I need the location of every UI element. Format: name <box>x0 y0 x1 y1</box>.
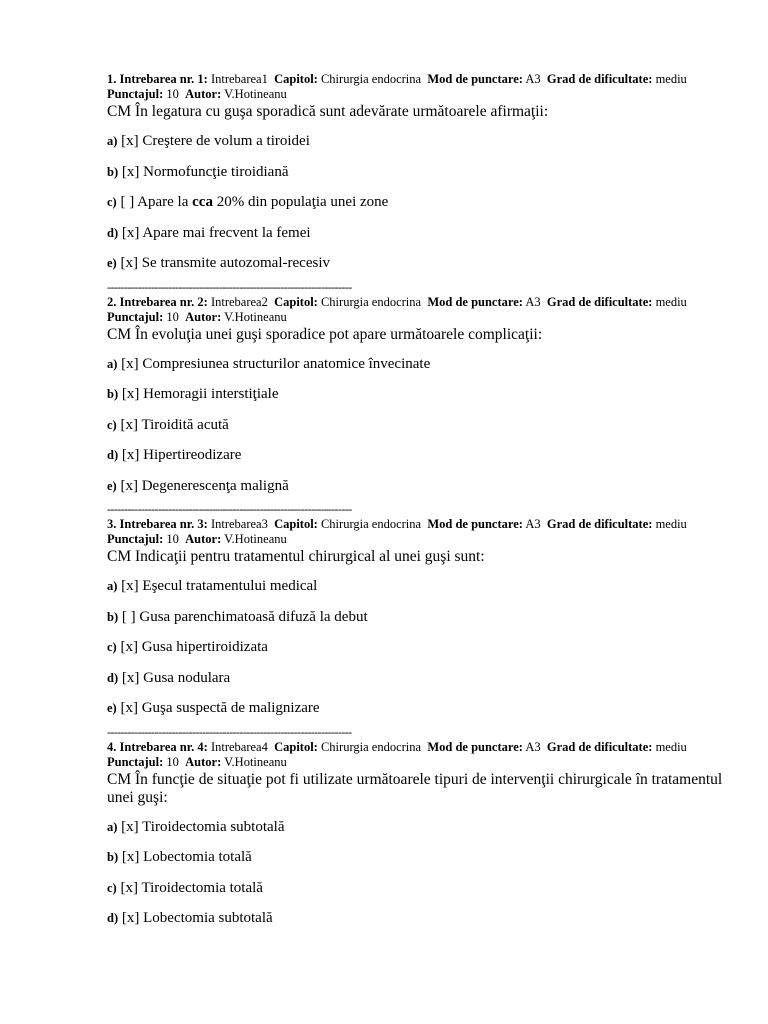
grad-value: mediu <box>655 739 687 754</box>
option-text: Normofuncţie tiroidiană <box>143 163 289 180</box>
option-letter: c) <box>107 640 117 654</box>
mod-value: A3 <box>525 294 541 309</box>
option-mark: [x] <box>121 163 140 180</box>
option-letter: b) <box>107 387 119 401</box>
option-e <box>107 254 727 272</box>
option-letter: a) <box>107 134 118 148</box>
autor-label: Autor: <box>185 754 222 769</box>
capitol-value: Chirurgia endocrina <box>320 72 422 86</box>
option-b <box>107 608 727 626</box>
mod-value: A3 <box>525 739 541 754</box>
autor-value: V.Hotineanu <box>224 309 287 324</box>
option-letter: c) <box>107 195 117 209</box>
option-a <box>107 355 727 373</box>
option-letter: a) <box>107 579 118 593</box>
question-id: Intrebarea1 <box>210 72 268 86</box>
option-mark: [x] <box>121 578 139 594</box>
option-letter: d) <box>107 225 119 240</box>
option-text: Gusa parenchimatoasă difuză la debut <box>139 608 368 625</box>
question-heading: 2. Intrebarea nr. 2: <box>107 294 208 309</box>
grad-value: mediu <box>655 294 687 309</box>
option-letter: d) <box>107 448 119 462</box>
punctaj-value: 10 <box>166 309 179 324</box>
question-heading: 4. Intrebarea nr. 4: <box>107 739 208 754</box>
option-mark: [x] <box>120 255 138 271</box>
punctaj-value: 10 <box>166 532 179 546</box>
mod-label: Mod de punctare: <box>427 72 523 86</box>
option-letter: e) <box>107 256 117 270</box>
mod-value: A3 <box>525 517 541 531</box>
options-list <box>107 355 727 495</box>
mod-label: Mod de punctare: <box>427 294 523 309</box>
question-id: Intrebarea3 <box>210 517 268 531</box>
option-mark: [x] <box>121 849 140 865</box>
option-mark: [x] <box>121 818 139 835</box>
option-letter: d) <box>107 670 119 685</box>
question-1 <box>107 72 727 272</box>
mod-value: A3 <box>525 72 541 86</box>
separator-line: ------------------------------------------------------------------------ <box>107 280 352 293</box>
option-c <box>107 193 727 211</box>
option-text: Tiroidectomia totală <box>141 879 263 896</box>
option-text: Eşecul tratamentului medical <box>142 578 318 594</box>
option-text: Guşa suspectă de malignizare <box>141 700 320 716</box>
option-text-pre: Apare la <box>137 194 193 210</box>
grad-value: mediu <box>655 517 687 531</box>
punctaj-label: Punctajul: <box>107 87 164 101</box>
question-stem: CM În legatura cu guşa sporadică sunt adevărate următoarele afirmaţii: <box>107 103 549 120</box>
option-mark: [x] <box>121 910 140 926</box>
separator-line: ------------------------------------------------------------------------ <box>107 503 352 515</box>
mod-label: Mod de punctare: <box>427 739 523 754</box>
option-c <box>107 416 727 434</box>
option-text: Gusa nodulara <box>143 669 231 686</box>
option-letter: e) <box>107 478 117 493</box>
autor-value: V.Hotineanu <box>224 87 287 101</box>
separator-line: ------------------------------------------------------------------------ <box>107 725 352 738</box>
capitol-value: Chirurgia endocrina <box>320 739 422 754</box>
capitol-value: Chirurgia endocrina <box>320 294 422 309</box>
autor-label: Autor: <box>185 309 222 324</box>
option-mark: [x] <box>120 639 138 655</box>
option-d <box>107 224 727 242</box>
option-mark: [x] <box>121 386 140 402</box>
option-e <box>107 699 727 717</box>
question-meta <box>107 72 727 102</box>
grad-label: Grad de dificultate: <box>546 72 653 86</box>
mod-label: Mod de punctare: <box>427 517 523 531</box>
option-text: Gusa hipertiroidizata <box>141 639 268 655</box>
document-page <box>107 72 727 940</box>
option-mark: [x] <box>120 700 138 716</box>
option-mark: [ ] <box>120 194 135 210</box>
punctaj-value: 10 <box>166 87 179 101</box>
question-meta <box>107 517 727 547</box>
option-text: Degenerescenţa malignă <box>141 477 289 494</box>
option-mark: [x] <box>121 355 139 372</box>
question-stem: CM Indicaţii pentru tratamentul chirurgical al unei guşi sunt: <box>107 548 485 565</box>
option-text-bold: cca <box>192 194 213 210</box>
punctaj-label: Punctajul: <box>107 532 164 546</box>
capitol-value: Chirurgia endocrina <box>320 517 422 531</box>
capitol-label: Capitol: <box>274 739 318 754</box>
option-letter: a) <box>107 356 118 371</box>
option-d <box>107 446 727 464</box>
option-d <box>107 669 727 687</box>
option-letter: a) <box>107 819 118 834</box>
grad-label: Grad de dificultate: <box>546 739 653 754</box>
question-id: Intrebarea4 <box>210 739 268 754</box>
option-letter: d) <box>107 911 119 925</box>
question-stem: CM În evoluţia unei guşi sporadice pot apare următoarele complicaţii: <box>107 325 543 343</box>
option-mark: [x] <box>120 879 138 896</box>
punctaj-label: Punctajul: <box>107 309 164 324</box>
option-letter: b) <box>107 850 119 864</box>
option-mark: [ ] <box>121 608 136 625</box>
option-letter: c) <box>107 417 117 432</box>
question-2 <box>107 295 727 495</box>
option-mark: [x] <box>121 133 139 149</box>
option-c <box>107 638 727 656</box>
question-heading: 3. Intrebarea nr. 3: <box>107 517 208 531</box>
option-b <box>107 163 727 181</box>
option-text: Hipertireodizare <box>143 447 242 463</box>
question-heading: 1. Intrebarea nr. 1: <box>107 72 208 86</box>
options-list <box>107 132 727 272</box>
option-text: Lobectomia subtotală <box>143 910 273 926</box>
option-d <box>107 909 727 927</box>
option-a <box>107 577 727 595</box>
option-text: Lobectomia totală <box>143 849 252 865</box>
question-3 <box>107 517 727 717</box>
option-b <box>107 385 727 403</box>
capitol-label: Capitol: <box>274 72 318 86</box>
option-text-post: 20% din populaţia unei zone <box>212 194 389 210</box>
autor-label: Autor: <box>185 87 222 101</box>
option-letter: b) <box>107 609 119 624</box>
question-meta <box>107 740 727 770</box>
question-stem: CM În funcţie de situaţie pot fi utilizate următoarele tipuri de intervenţii chirurgicale în tratamentul unei guşi: <box>107 770 723 806</box>
option-text: Hemoragii interstiţiale <box>143 386 279 402</box>
option-mark: [x] <box>120 416 138 433</box>
autor-label: Autor: <box>185 532 222 546</box>
option-text: Compresiunea structurilor anatomice învecinate <box>142 355 431 372</box>
option-b <box>107 848 727 866</box>
option-text: Creştere de volum a tiroidei <box>142 133 310 149</box>
autor-value: V.Hotineanu <box>224 532 287 546</box>
option-mark: [x] <box>121 669 140 686</box>
option-text: Tiroidită acută <box>141 416 229 433</box>
option-letter: c) <box>107 880 117 895</box>
option-letter: b) <box>107 164 119 179</box>
option-mark: [x] <box>120 477 138 494</box>
options-list <box>107 818 727 928</box>
autor-value: V.Hotineanu <box>224 754 287 769</box>
question-meta <box>107 295 727 325</box>
grad-label: Grad de dificultate: <box>546 294 653 309</box>
option-text: Se transmite autozomal-recesiv <box>141 255 330 271</box>
options-list <box>107 577 727 717</box>
question-id: Intrebarea2 <box>210 294 268 309</box>
punctaj-label: Punctajul: <box>107 754 164 769</box>
question-4 <box>107 740 727 928</box>
option-c <box>107 879 727 897</box>
option-a <box>107 818 727 836</box>
capitol-label: Capitol: <box>274 294 318 309</box>
option-e <box>107 477 727 495</box>
option-text: Apare mai frecvent la femei <box>142 224 311 241</box>
option-mark: [x] <box>121 447 140 463</box>
option-mark: [x] <box>121 224 140 241</box>
grad-label: Grad de dificultate: <box>546 517 653 531</box>
grad-value: mediu <box>655 72 687 86</box>
punctaj-value: 10 <box>166 754 179 769</box>
option-letter: e) <box>107 701 117 715</box>
capitol-label: Capitol: <box>274 517 318 531</box>
option-text: Tiroidectomia subtotală <box>142 818 285 835</box>
option-a <box>107 132 727 150</box>
